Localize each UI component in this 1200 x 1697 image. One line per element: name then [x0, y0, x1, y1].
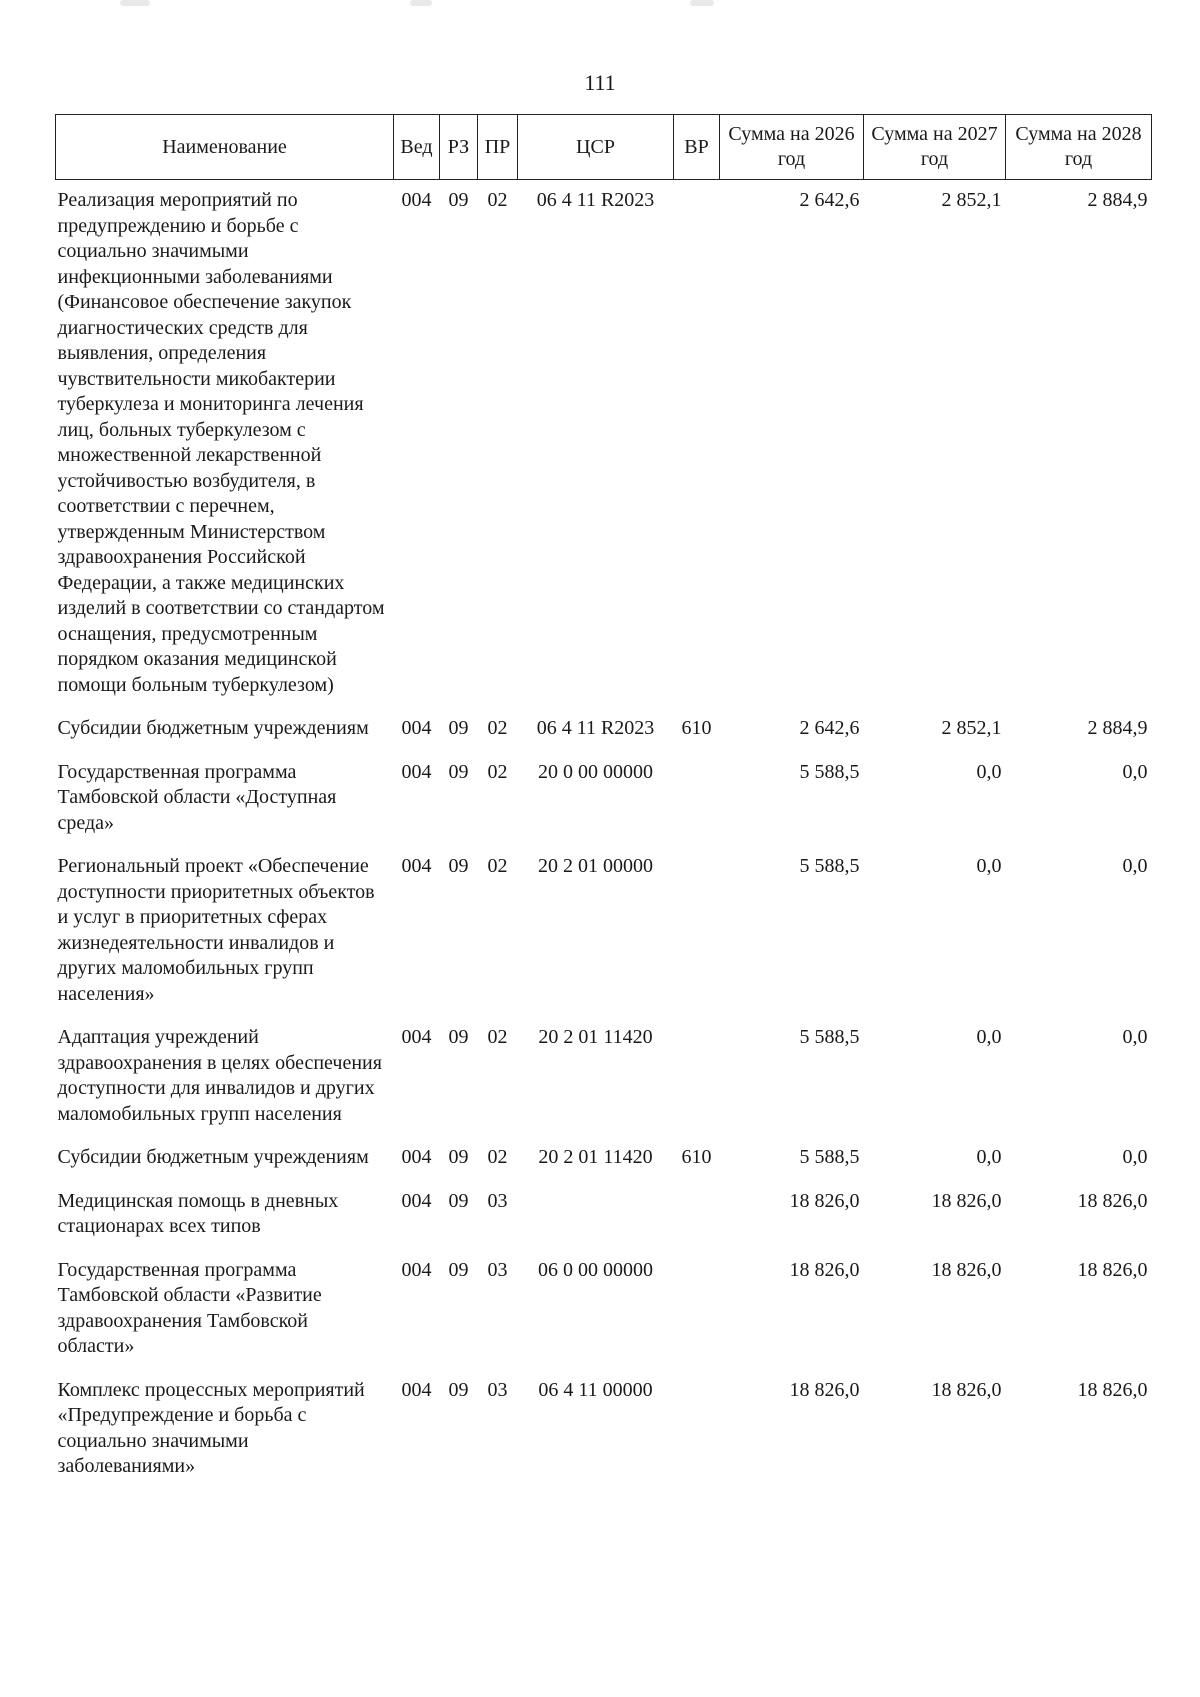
row-sum-2027: 2 852,1 — [941, 189, 1002, 211]
table-row — [56, 1017, 1152, 1137]
row-vr — [674, 846, 720, 1017]
row-csr — [518, 1181, 674, 1250]
row-csr: 06 0 00 00000 — [538, 1258, 653, 1281]
row-rz: 09 — [448, 1378, 469, 1401]
row-sum-2027: 18 826,0 — [931, 1189, 1002, 1212]
row-pr: 03 — [487, 1378, 508, 1401]
row-pr: 02 — [487, 717, 508, 739]
row-pr: 02 — [487, 1026, 508, 1048]
row-ved: 004 — [401, 1146, 432, 1168]
row-pr: 03 — [487, 1258, 508, 1281]
row-ved: 004 — [401, 760, 432, 783]
row-sum-2027: 0,0 — [976, 760, 1002, 783]
row-rz: 09 — [448, 855, 469, 877]
row-csr: 20 0 00 00000 — [538, 760, 653, 783]
row-ved: 004 — [401, 1258, 432, 1281]
row-sum-2026: 18 826,0 — [789, 1189, 860, 1212]
row-csr: 20 2 01 11420 — [538, 1146, 653, 1168]
table-row — [56, 1181, 1152, 1250]
row-sum-2027: 0,0 — [976, 855, 1002, 877]
header-pr: ПР — [478, 115, 518, 180]
row-rz: 09 — [448, 1026, 469, 1048]
header-sum-2028: Сумма на 2028 год — [1006, 115, 1152, 180]
row-rz: 09 — [448, 760, 469, 783]
row-name: Комплекс процессных мероприятий «Предупреждение и борьба с социально значимыми заболеваниями» — [57, 1378, 365, 1477]
row-ved: 004 — [401, 1026, 432, 1048]
row-sum-2026: 18 826,0 — [789, 1258, 860, 1281]
row-name: Адаптация учреждений здравоохранения в целях обеспечения доступности для инвалидов и других маломобильных групп населения — [57, 1026, 382, 1125]
row-name: Реализация мероприятий по предупреждению и борьбе с социально значимыми инфекционными заболеваниями (Финансовое обеспечение закупок диагностических средств для выявления, определения чувствительности микобактерии туберкулеза и мониторинга лечения лиц, больных туберкулезом с множественной лекарственной устойчивостью возбудителя, в соответствии с перечнем, утвержденным Министерством здравоохранения Российской Федерации, а также медицинских изделий в соответствии со стандартом оснащения, предусмотренным порядком оказания медицинской помощи больным туберкулезом) — [57, 189, 385, 696]
row-sum-2028: 18 826,0 — [1077, 1258, 1148, 1281]
table-header-row — [56, 115, 1152, 180]
row-sum-2028: 0,0 — [1122, 1146, 1148, 1168]
row-pr: 03 — [487, 1189, 508, 1212]
row-pr: 02 — [487, 1146, 508, 1168]
row-sum-2026: 2 642,6 — [799, 189, 860, 211]
row-ved: 004 — [401, 855, 432, 877]
header-vr: ВР — [674, 115, 720, 180]
row-sum-2026: 5 588,5 — [799, 1026, 860, 1048]
row-vr — [674, 1181, 720, 1250]
row-name: Региональный проект «Обеспечение доступности приоритетных объектов и услуг в приоритетных сферах жизнедеятельности инвалидов и других маломобильных групп населения» — [57, 855, 375, 1005]
scan-smudge — [120, 0, 150, 6]
page-number: 111 — [584, 70, 616, 95]
table-row — [56, 846, 1152, 1017]
row-vr — [674, 752, 720, 847]
row-vr: 610 — [681, 1146, 712, 1168]
row-sum-2026: 5 588,5 — [799, 760, 860, 783]
row-csr: 06 4 11 R2023 — [536, 189, 655, 211]
scan-smudge — [410, 0, 432, 6]
row-sum-2027: 2 852,1 — [941, 717, 1002, 739]
row-sum-2028: 2 884,9 — [1087, 717, 1148, 739]
header-name: Наименование — [56, 115, 394, 180]
row-name: Государственная программа Тамбовской области «Развитие здравоохранения Тамбовской области» — [57, 1258, 322, 1357]
row-vr — [674, 1250, 720, 1370]
row-ved: 004 — [401, 717, 432, 739]
header-sum-2027: Сумма на 2027 год — [864, 115, 1006, 180]
row-ved: 004 — [401, 189, 432, 211]
row-rz: 09 — [448, 717, 469, 739]
row-rz: 09 — [448, 1146, 469, 1168]
row-sum-2028: 18 826,0 — [1077, 1189, 1148, 1212]
row-sum-2026: 18 826,0 — [789, 1378, 860, 1401]
row-csr: 06 4 11 R2023 — [536, 717, 655, 739]
table-row — [56, 708, 1152, 752]
row-ved: 004 — [401, 1378, 432, 1401]
row-pr: 02 — [487, 760, 508, 783]
row-ved: 004 — [401, 1189, 432, 1212]
row-sum-2027: 18 826,0 — [931, 1258, 1002, 1281]
row-sum-2026: 2 642,6 — [799, 717, 860, 739]
table-row — [56, 1250, 1152, 1370]
header-csr: ЦСР — [518, 115, 674, 180]
table-row — [56, 752, 1152, 847]
row-csr: 20 2 01 00000 — [538, 855, 653, 877]
row-pr: 02 — [487, 855, 508, 877]
table-row — [56, 1370, 1152, 1490]
table-row — [56, 1137, 1152, 1181]
budget-table — [55, 114, 1152, 1490]
row-name: Субсидии бюджетным учреждениям — [57, 1146, 369, 1168]
header-ved: Вед — [394, 115, 440, 180]
row-vr: 610 — [681, 717, 712, 739]
row-sum-2027: 0,0 — [976, 1146, 1002, 1168]
row-sum-2028: 0,0 — [1122, 1026, 1148, 1048]
row-sum-2028: 18 826,0 — [1077, 1378, 1148, 1401]
header-sum-2026: Сумма на 2026 год — [720, 115, 864, 180]
table-row — [56, 180, 1152, 709]
row-rz: 09 — [448, 1258, 469, 1281]
row-rz: 09 — [448, 189, 469, 211]
row-name: Субсидии бюджетным учреждениям — [57, 717, 369, 739]
row-sum-2026: 5 588,5 — [799, 855, 860, 877]
row-pr: 02 — [487, 189, 508, 211]
row-name: Государственная программа Тамбовской области «Доступная среда» — [57, 760, 337, 834]
row-vr — [674, 1017, 720, 1137]
row-sum-2028: 2 884,9 — [1087, 189, 1148, 211]
scan-smudge — [690, 0, 714, 6]
row-vr — [674, 1370, 720, 1490]
row-sum-2027: 0,0 — [976, 1026, 1002, 1048]
row-csr: 20 2 01 11420 — [538, 1026, 653, 1048]
row-name: Медицинская помощь в дневных стационарах всех типов — [57, 1189, 339, 1237]
row-sum-2026: 5 588,5 — [799, 1146, 860, 1168]
header-rz: РЗ — [440, 115, 478, 180]
row-sum-2028: 0,0 — [1122, 760, 1148, 783]
row-sum-2027: 18 826,0 — [931, 1378, 1002, 1401]
row-sum-2028: 0,0 — [1122, 855, 1148, 877]
row-csr: 06 4 11 00000 — [538, 1378, 653, 1401]
row-vr — [674, 180, 720, 709]
row-rz: 09 — [448, 1189, 469, 1212]
